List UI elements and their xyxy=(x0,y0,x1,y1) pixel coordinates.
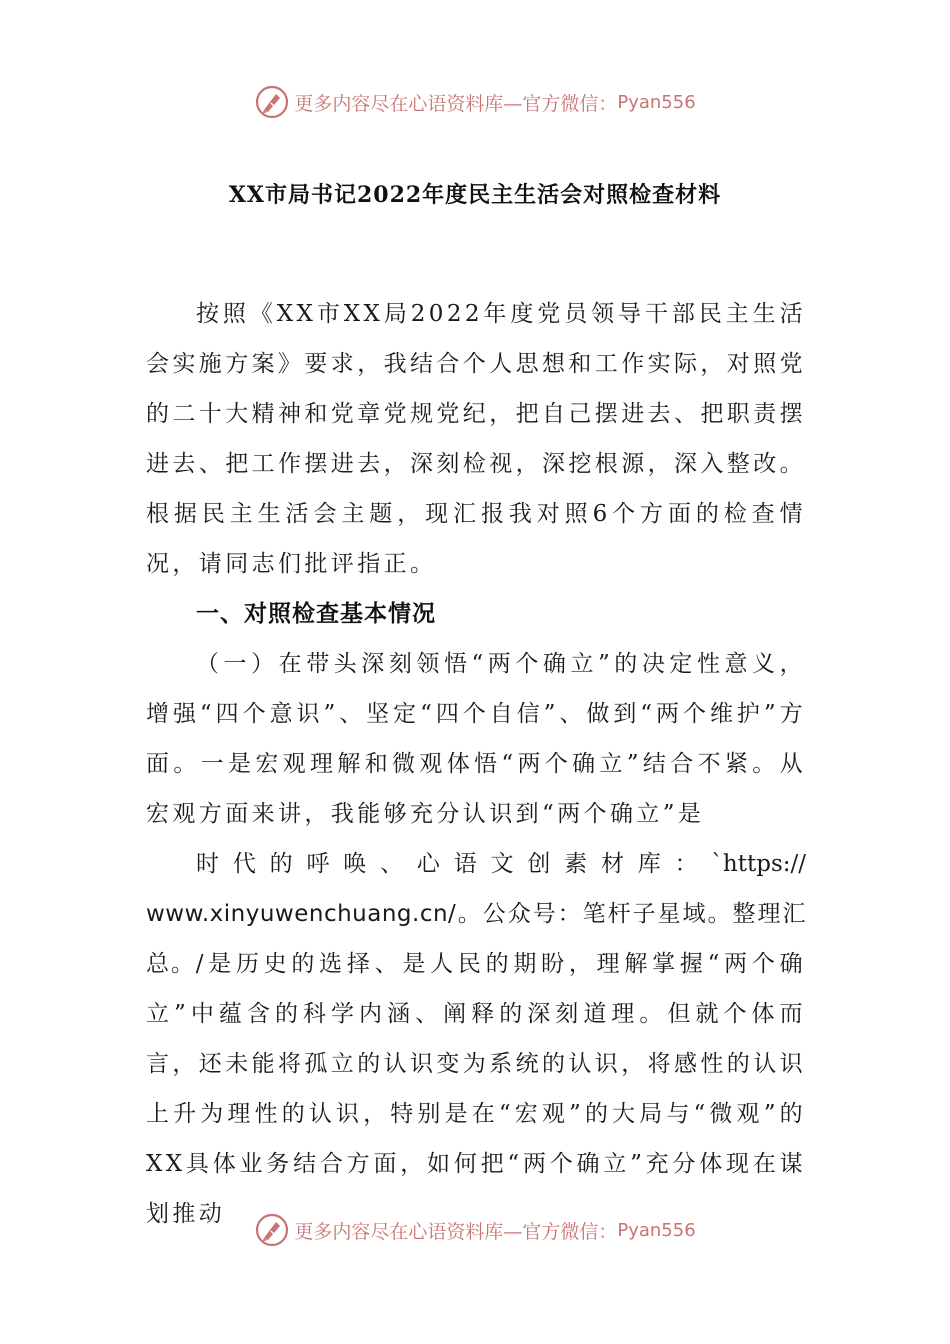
document-body xyxy=(146,289,806,1239)
subsection-1-text-a: （一）在带头深刻领悟“两个确立”的决定性意义，增强“四个意识”、坚定“四个自信”、做到“两个维护”方面。一是宏观理解和微观体悟“两个确立”结合不紧。从宏观方面来讲，我能够充分认识到“两个确立”是 xyxy=(146,651,806,827)
subsection-1-url-line: www.xinyuwenchuang.cn/。公众号：笔杆子星域。整理汇总。 xyxy=(146,901,806,977)
pen-nib-seal-icon xyxy=(254,84,290,120)
section-heading-1: 一、对照检查基本情况 xyxy=(196,600,436,627)
pen-nib-seal-icon xyxy=(254,1212,290,1248)
banner-wechat-id: Pyan556 xyxy=(617,91,696,113)
subsection-1-paragraph xyxy=(146,639,806,1239)
banner-text: 更多内容尽在心语资料库—官方微信： xyxy=(294,1220,618,1243)
banner-wechat-id: Pyan556 xyxy=(617,1219,696,1241)
header-watermark-banner xyxy=(0,82,950,122)
footer-watermark-banner xyxy=(0,1210,950,1250)
banner-text: 更多内容尽在心语资料库—官方微信： xyxy=(294,92,618,115)
document-title: XX市局书记2022年度民主生活会对照检查材料 xyxy=(228,182,722,208)
subsection-1-text-b: /是历史的选择、是人民的期盼，理解掌握“两个确立”中蕴含的科学内涵、阐释的深刻道理。但就个体而言，还未能将孤立的认识变为系统的认识，将感性的认识上升为理性的认识，特别是在“宏观”的大局与“微观”的XX具体业务结合方面，如何把“两个确立”充分体现在谋划推动 xyxy=(146,951,807,1227)
intro-paragraph: 按照《XX市XX局2022年度党员领导干部民主生活会实施方案》要求，我结合个人思想和工作实际，对照党的二十大精神和党章党规党纪，把自己摆进去、把职责摆进去、把工作摆进去，深刻检视，深挖根源，深入整改。根据民主生活会主题，现汇报我对照6个方面的检查情况，请同志们批评指正。 xyxy=(146,301,806,577)
subsection-1-spread-line: 时代的呼唤、心语文创素材库：`https:// xyxy=(196,851,806,877)
